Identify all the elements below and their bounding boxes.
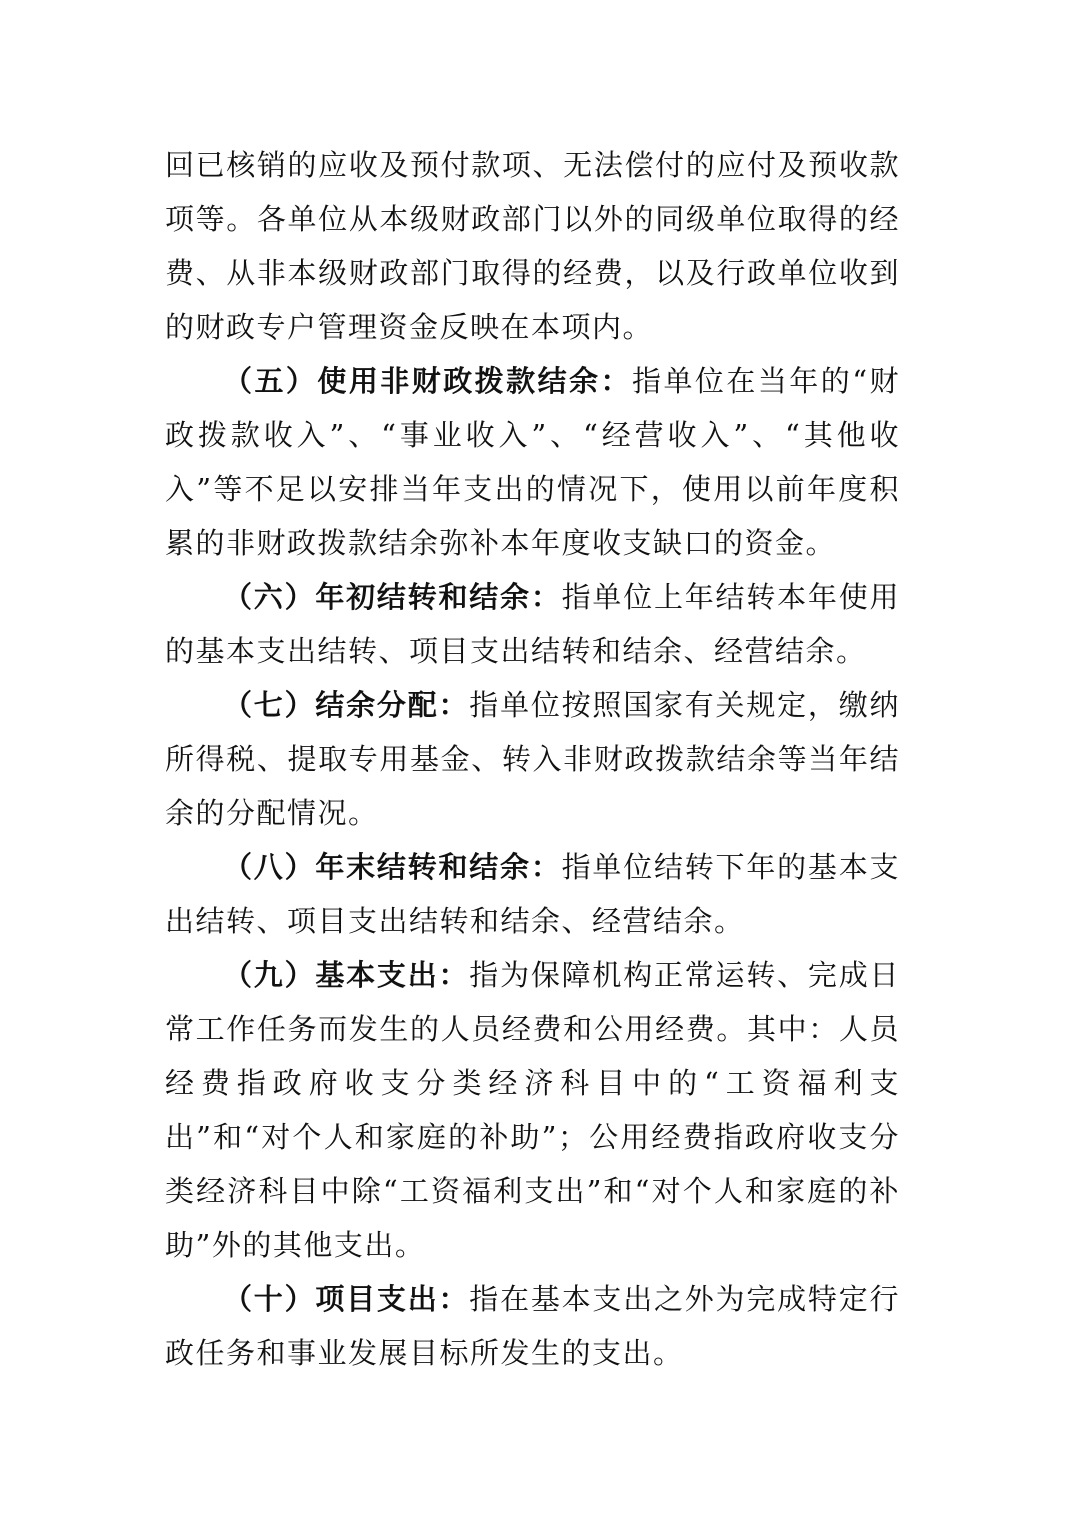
paragraph-continuation [165, 138, 900, 354]
paragraph-term: （十）项目支出： [223, 1282, 470, 1316]
paragraph-text: 指单位上年结转本年使用的基本支出结转、项目支出结转和结余、经营结余。 [165, 580, 900, 668]
paragraph-term: （八）年末结转和结余： [223, 850, 562, 884]
paragraph-term: （九）基本支出： [223, 958, 470, 992]
paragraph-text: 回已核销的应收及预付款项、无法偿付的应付及预收款项等。各单位从本级财政部门以外的同级单位取得的经费、从非本级财政部门取得的经费，以及行政单位收到的财政专户管理资金反映在本项内。 [165, 148, 900, 344]
paragraph-text: 指单位按照国家有关规定，缴纳所得税、提取专用基金、转入非财政拨款结余等当年结余的分配情况。 [165, 688, 900, 830]
paragraph-text: 指单位结转下年的基本支出结转、项目支出结转和结余、经营结余。 [165, 850, 900, 938]
paragraph-text: 指在基本支出之外为完成特定行政任务和事业发展目标所发生的支出。 [165, 1282, 900, 1370]
paragraph-term: （五）使用非财政拨款结余： [223, 364, 632, 398]
paragraph-item-7 [165, 678, 900, 840]
paragraph-text: 指为保障机构正常运转、完成日常工作任务而发生的人员经费和公用经费。其中：人员经费指政府收支分类经济科目中的“工资福利支出”和“对个人和家庭的补助”；公用经费指政府收支分类经济科目中除“工资福利支出”和“对个人和家庭的补助”外的其他支出。 [165, 958, 900, 1262]
paragraph-item-5 [165, 354, 900, 570]
paragraph-item-9 [165, 948, 900, 1272]
paragraph-text: 指单位在当年的“财政拨款收入”、“事业收入”、“经营收入”、“其他收入”等不足以安排当年支出的情况下，使用以前年度积累的非财政拨款结余弥补本年度收支缺口的资金。 [165, 364, 900, 560]
paragraph-item-6 [165, 570, 900, 678]
paragraph-item-8 [165, 840, 900, 948]
paragraph-item-10 [165, 1272, 900, 1380]
paragraph-term: （六）年初结转和结余： [223, 580, 562, 614]
document-body [165, 138, 900, 1380]
paragraph-term: （七）结余分配： [223, 688, 470, 722]
